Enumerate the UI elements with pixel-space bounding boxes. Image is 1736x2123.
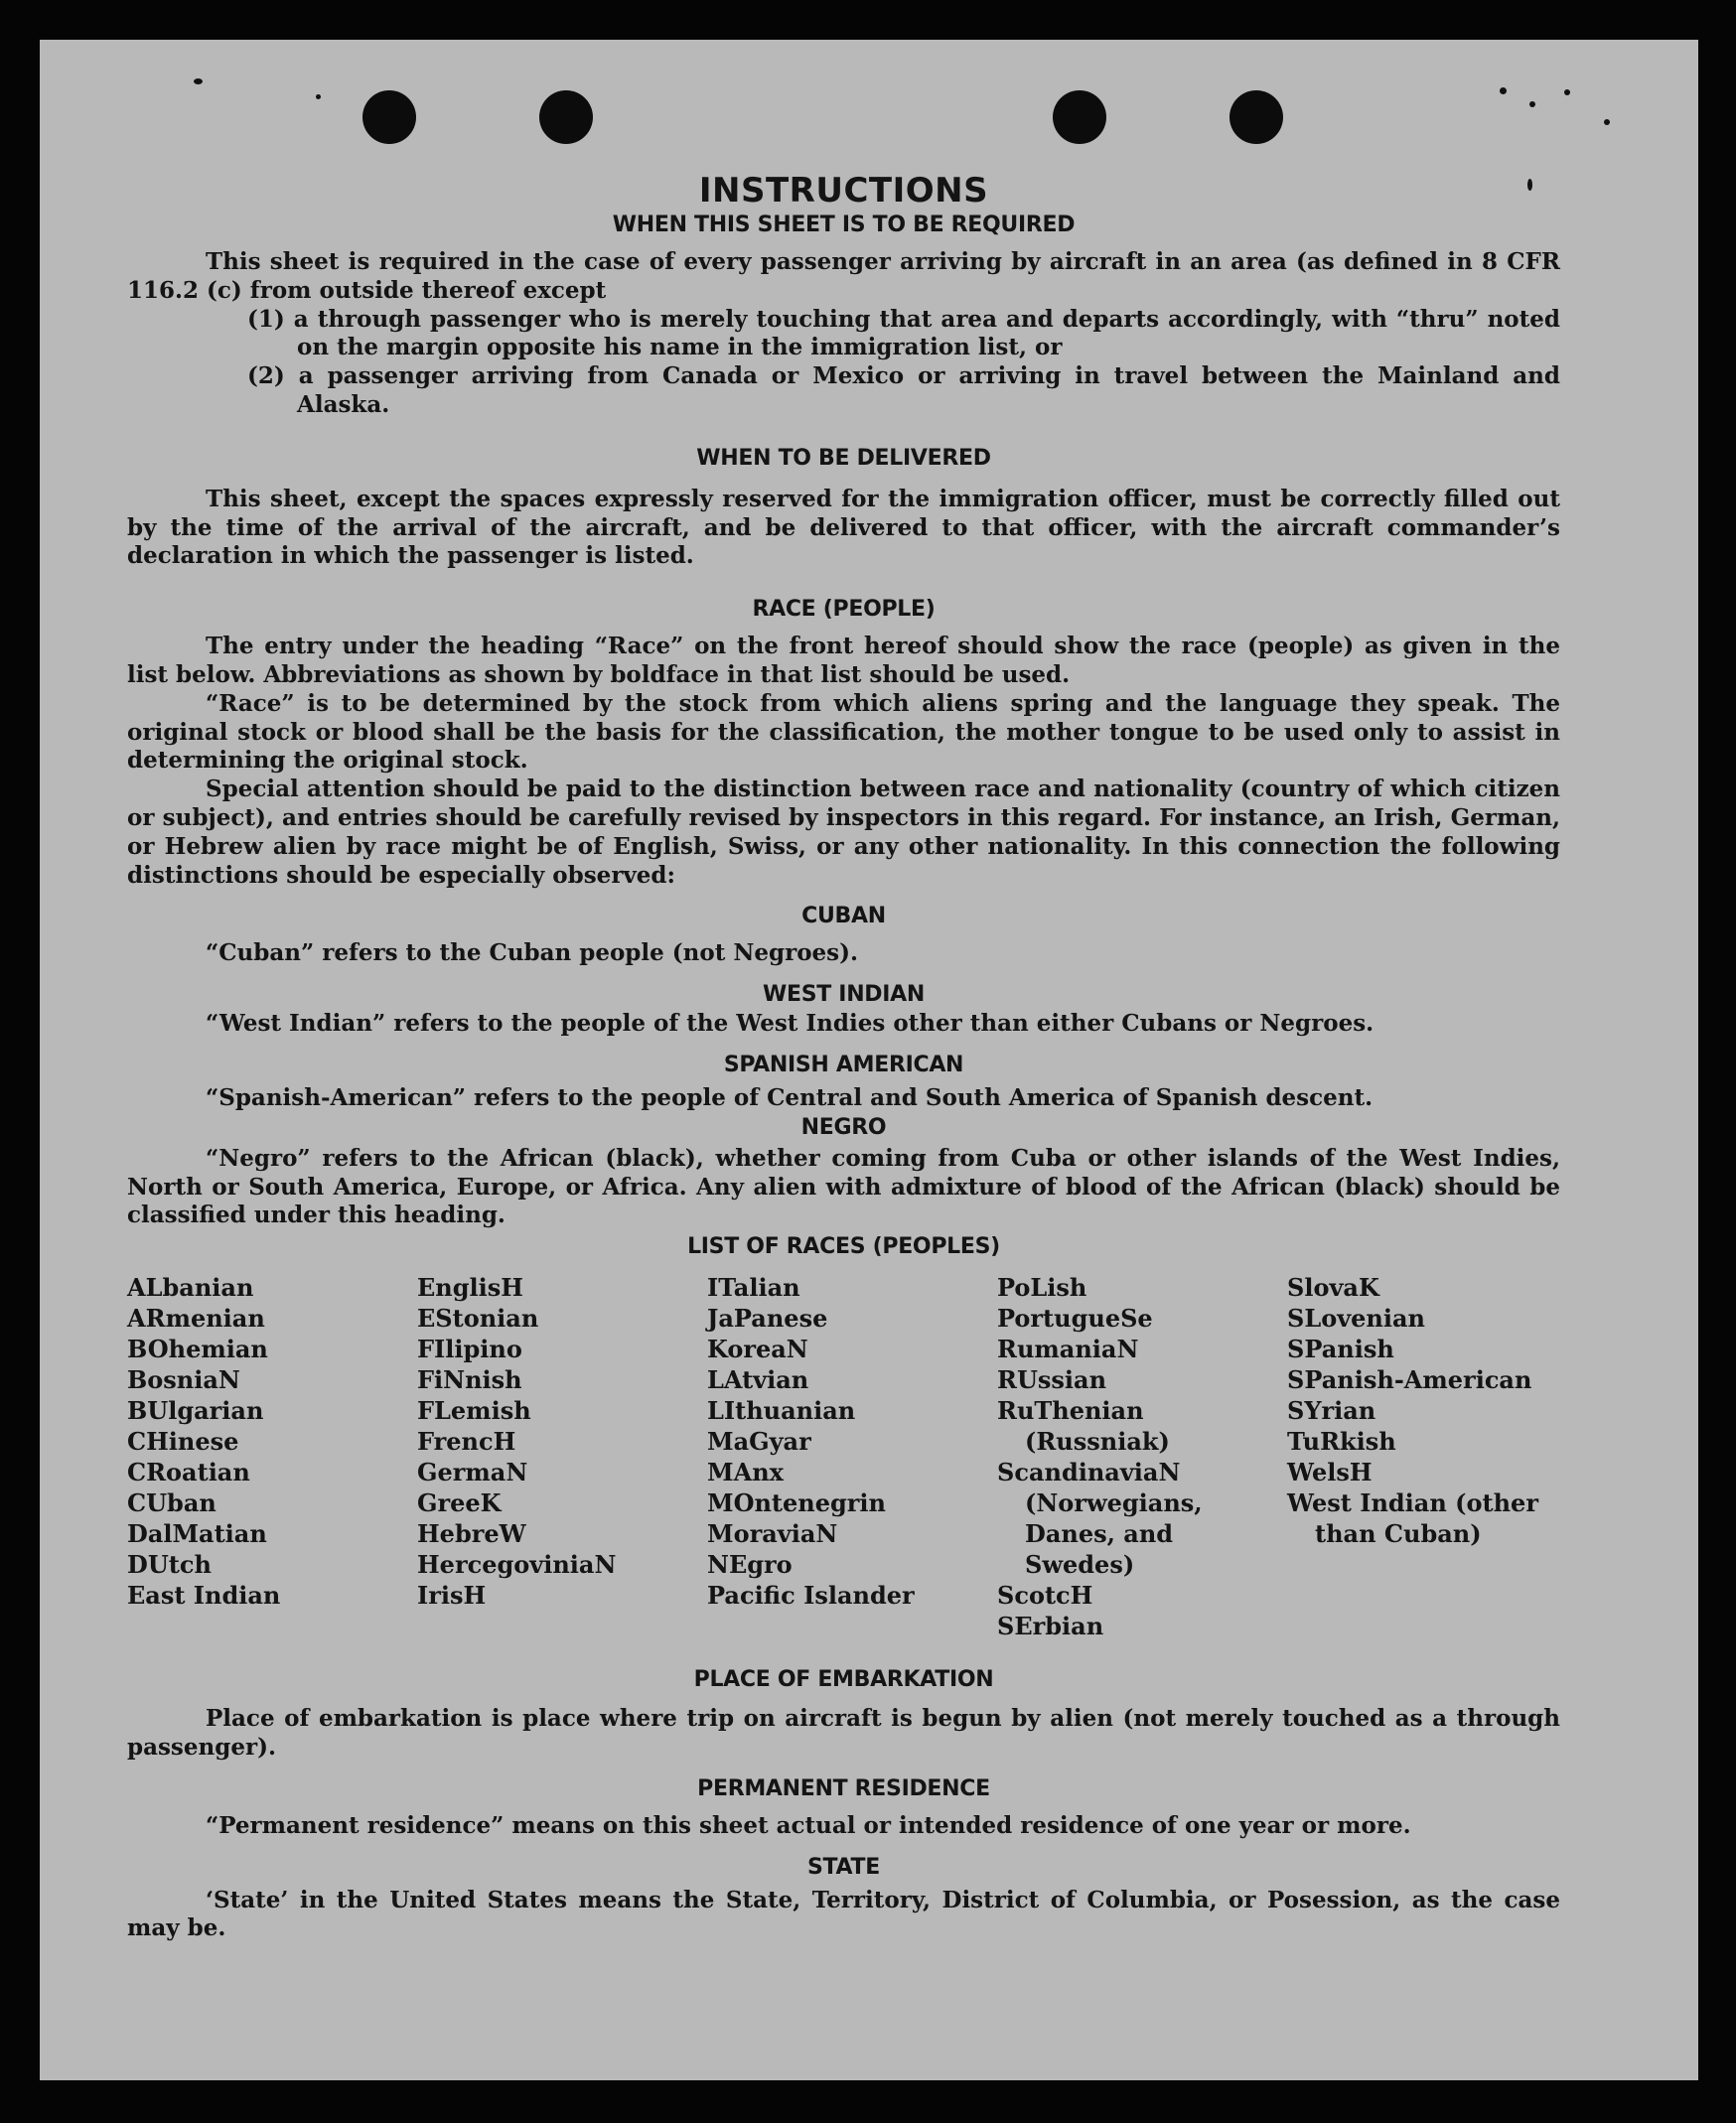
negro-paragraph: “Negro” refers to the African (black), whether coming from Cuba or other islands of the West Indies, North or South America, Europe, or Africa. Any alien with admixture of blood of the African (black) should be classified under this heading. — [127, 1144, 1560, 1229]
punch-hole — [1053, 90, 1106, 144]
state-paragraph: ‘State’ in the United States means the State, Territory, District of Columbia, or Posession, as the case may be. — [127, 1886, 1560, 1942]
race-list-item: BUlgarian — [127, 1396, 264, 1426]
race-list-item: GreeK — [417, 1488, 502, 1518]
heading-spanish-american: SPANISH AMERICAN — [723, 1052, 964, 1077]
page-title: INSTRUCTIONS — [698, 171, 989, 211]
speck — [316, 94, 321, 99]
delivered-paragraph: This sheet, except the spaces expressly reserved for the immigration officer, must be correctly filled out by the time of the arrival of the aircraft, and be delivered to that officer, with the aircraft commander’s declaration in which the passenger is listed. — [127, 485, 1560, 570]
race-paragraph-3: Special attention should be paid to the distinction between race and nationality (country of which citizen or subject), and entries should be carefully revised by inspectors in this regard. For instance, an Irish, German, or Hebrew alien by race might be of English, Swiss, or any other nationality. In this connection the following distinctions should be especially observed: — [127, 776, 1560, 889]
race-list-item: West Indian (other than Cuban) — [1287, 1488, 1538, 1549]
race-paragraph-2: “Race” is to be determined by the stock from which aliens spring and the language they speak. The original stock or blood shall be the basis for the classification, the mother tongue to be used only to assist in determining the original stock. — [127, 689, 1560, 775]
race-column — [997, 1272, 1287, 1641]
race-list-item: ScandinaviaN (Norwegians, Danes, and Swedes) — [997, 1458, 1203, 1580]
race-list-item: RUssian — [997, 1365, 1107, 1395]
race-list-item: DUtch — [127, 1550, 212, 1580]
race-list-item: ScotcH — [997, 1581, 1093, 1611]
race-list-item: ARmenian — [127, 1304, 265, 1334]
speck — [1564, 89, 1570, 95]
race-list-item: SPanish-American — [1287, 1365, 1532, 1395]
race-list-item: EnglisH — [417, 1273, 523, 1303]
speck — [1529, 101, 1535, 107]
heading-negro: NEGRO — [800, 1114, 887, 1140]
document-sheet — [40, 40, 1698, 2080]
race-column — [1287, 1272, 1560, 1641]
race-list-item: LAtvian — [707, 1365, 809, 1395]
race-list-item: DalMatian — [127, 1519, 267, 1549]
heading-list-of-races: LIST OF RACES (PEOPLES) — [687, 1234, 1000, 1260]
race-column — [417, 1272, 707, 1641]
required-item-2: (2) a passenger arriving from Canada or Mexico or arriving in travel between the Mainland and Alaska. — [247, 362, 1560, 418]
race-list-item: CHinese — [127, 1427, 239, 1457]
race-list-item: WelsH — [1287, 1458, 1373, 1487]
required-paragraph: This sheet is required in the case of every passenger arriving by aircraft in an area (as defined in 8 CFR 116.2 (c) from outside thereof except — [127, 248, 1560, 304]
race-list-item: Pacific Islander — [707, 1581, 915, 1611]
heading-state: STATE — [807, 1854, 880, 1880]
west-indian-paragraph: “West Indian” refers to the people of the West Indies other than either Cubans or Negroes. — [206, 1010, 1374, 1038]
race-list-item: SPanish — [1287, 1335, 1394, 1364]
punch-hole — [362, 90, 416, 144]
race-list-item: HercegoviniaN — [417, 1550, 617, 1580]
race-list-item: IrisH — [417, 1581, 487, 1611]
spanish-american-paragraph: “Spanish-American” refers to the people of Central and South America of Spanish descent. — [206, 1083, 1374, 1111]
required-item-1: (1) a through passenger who is merely touching that area and departs accordingly, with “thru” noted on the margin opposite his name in the immigration list, or — [247, 305, 1560, 361]
race-list-item: BosniaN — [127, 1365, 240, 1395]
heading-embarkation: PLACE OF EMBARKATION — [693, 1667, 994, 1693]
race-list-item: SlovaK — [1287, 1273, 1379, 1303]
heading-delivered: WHEN TO BE DELIVERED — [696, 445, 991, 471]
race-list-item: PortugueSe — [997, 1304, 1153, 1334]
race-list-item: EStonian — [417, 1304, 539, 1334]
race-list-item: SYrian — [1287, 1396, 1376, 1426]
race-paragraph-1: The entry under the heading “Race” on the front hereof should show the race (people) as given in the list below. Abbreviations as shown by boldface in that list should be used. — [127, 633, 1560, 688]
instructions-content — [127, 171, 1560, 1943]
race-list-item: FiNnish — [417, 1365, 522, 1395]
race-list-item: SErbian — [997, 1612, 1104, 1641]
race-list-item: FLemish — [417, 1396, 531, 1426]
speck — [1604, 119, 1610, 125]
race-column — [127, 1272, 417, 1641]
heading-required: WHEN THIS SHEET IS TO BE REQUIRED — [612, 212, 1076, 237]
race-column — [707, 1272, 997, 1641]
race-list-item: East Indian — [127, 1581, 281, 1611]
race-list-item: MaGyar — [707, 1427, 811, 1457]
race-list-item: KoreaN — [707, 1335, 808, 1364]
race-list-item: CRoatian — [127, 1458, 250, 1487]
race-list-item: RumaniaN — [997, 1335, 1139, 1364]
heading-race: RACE (PEOPLE) — [752, 597, 936, 623]
punch-hole — [539, 90, 593, 144]
race-list-item: SLovenian — [1287, 1304, 1425, 1334]
race-list-item: LIthuanian — [707, 1396, 856, 1426]
heading-west-indian: WEST INDIAN — [763, 982, 925, 1008]
race-list-item: BOhemian — [127, 1335, 268, 1364]
cuban-paragraph: “Cuban” refers to the Cuban people (not Negroes). — [206, 939, 859, 967]
race-list-item: TuRkish — [1287, 1427, 1396, 1457]
race-list-item: HebreW — [417, 1519, 526, 1549]
race-list-item: CUban — [127, 1488, 217, 1518]
race-list-item: FIlipino — [417, 1335, 522, 1364]
heading-cuban: CUBAN — [801, 904, 886, 929]
embarkation-paragraph: Place of embarkation is place where trip on aircraft is begun by alien (not merely touched as a through passenger). — [127, 1705, 1560, 1761]
race-list-item: PoLish — [997, 1273, 1087, 1303]
residence-paragraph: “Permanent residence” means on this sheet actual or intended residence of one year or more. — [206, 1811, 1411, 1839]
race-list-item: RuThenian (Russniak) — [997, 1396, 1170, 1457]
race-list-item: MOntenegrin — [707, 1488, 886, 1518]
race-list-item: ALbanian — [127, 1273, 254, 1303]
race-list-item: GermaN — [417, 1458, 528, 1487]
race-list-item: JaPanese — [707, 1304, 828, 1334]
race-list-item: MoraviaN — [707, 1519, 838, 1549]
race-list-item: MAnx — [707, 1458, 784, 1487]
race-list-item: NEgro — [707, 1550, 793, 1580]
race-list-item: FrencH — [417, 1427, 516, 1457]
speck — [194, 78, 203, 84]
race-list — [127, 1272, 1560, 1641]
heading-residence: PERMANENT RESIDENCE — [697, 1775, 990, 1801]
race-list-item: ITalian — [707, 1273, 800, 1303]
speck — [1500, 87, 1507, 94]
punch-hole — [1230, 90, 1283, 144]
